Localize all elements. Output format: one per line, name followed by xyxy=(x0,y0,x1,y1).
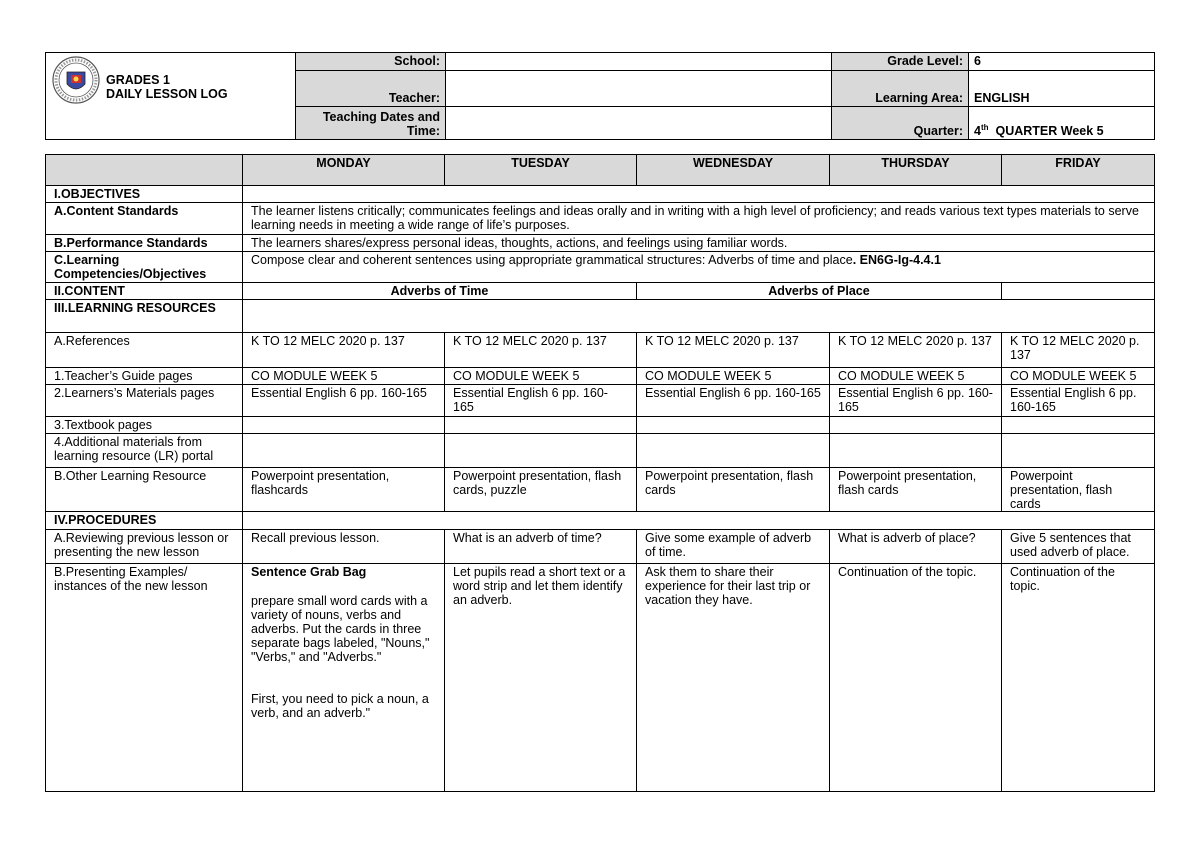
content-friday-blank xyxy=(1002,283,1155,300)
quarter-rest: QUARTER Week 5 xyxy=(995,124,1104,138)
content-standards-row xyxy=(46,203,1155,235)
reviewing-row xyxy=(46,530,1155,564)
other-resources-thursday: Powerpoint presentation, flash cards xyxy=(830,468,1002,512)
presenting-row xyxy=(46,564,1155,792)
competencies-code: . EN6G-Ig-4.4.1 xyxy=(852,253,941,267)
day-wednesday: WEDNESDAY xyxy=(637,155,830,186)
references-row xyxy=(46,333,1155,368)
procedures-row xyxy=(46,512,1155,530)
tg-pages-thursday: CO MODULE WEEK 5 xyxy=(830,368,1002,385)
additional-tuesday xyxy=(445,434,637,468)
procedures-blank xyxy=(243,512,1155,530)
references-thursday: K TO 12 MELC 2020 p. 137 xyxy=(830,333,1002,368)
other-resources-row xyxy=(46,468,1155,512)
textbook-friday xyxy=(1002,417,1155,434)
other-resources-wednesday: Powerpoint presentation, flash cards xyxy=(637,468,830,512)
teaching-dates-value[interactable] xyxy=(446,107,832,140)
additional-friday xyxy=(1002,434,1155,468)
resources-label: III.LEARNING RESOURCES xyxy=(46,300,243,333)
textbook-tuesday xyxy=(445,417,637,434)
textbook-thursday xyxy=(830,417,1002,434)
presenting-thursday: Continuation of the topic. xyxy=(830,564,1002,792)
presenting-friday: Continuation of the topic. xyxy=(1002,564,1155,792)
grade-level-label: Grade Level: xyxy=(832,53,969,71)
corner-cell xyxy=(46,155,243,186)
header-title xyxy=(106,73,228,101)
reviewing-tuesday: What is an adverb of time? xyxy=(445,530,637,564)
presenting-monday xyxy=(243,564,445,792)
other-resources-label: B.Other Learning Resource xyxy=(46,468,243,512)
tg-pages-wednesday: CO MODULE WEEK 5 xyxy=(637,368,830,385)
additional-monday xyxy=(243,434,445,468)
tg-pages-label: 1.Teacher’s Guide pages xyxy=(46,368,243,385)
references-friday: K TO 12 MELC 2020 p. 137 xyxy=(1002,333,1155,368)
teaching-dates-label-line2: Time: xyxy=(406,124,440,138)
competencies-label: C.Learning Competencies/Objectives xyxy=(46,252,243,283)
resources-blank xyxy=(243,300,1155,333)
presenting-tuesday: Let pupils read a short text or a word strip and let them identify an adverb. xyxy=(445,564,637,792)
lm-pages-monday: Essential English 6 pp. 160-165 xyxy=(243,385,445,417)
tg-pages-row xyxy=(46,368,1155,385)
competencies-row xyxy=(46,252,1155,283)
textbook-wednesday xyxy=(637,417,830,434)
reviewing-label: A.Reviewing previous lesson or presenting the new lesson xyxy=(46,530,243,564)
other-resources-monday: Powerpoint presentation, flashcards xyxy=(243,468,445,512)
reviewing-monday: Recall previous lesson. xyxy=(243,530,445,564)
lm-pages-thursday: Essential English 6 pp. 160-165 xyxy=(830,385,1002,417)
content-row xyxy=(46,283,1155,300)
presenting-label: B.Presenting Examples/ instances of the new lesson xyxy=(46,564,243,792)
other-resources-tuesday: Powerpoint presentation, flash cards, puzzle xyxy=(445,468,637,512)
references-label: A.References xyxy=(46,333,243,368)
performance-standards-row xyxy=(46,235,1155,252)
day-monday: MONDAY xyxy=(243,155,445,186)
quarter-value[interactable] xyxy=(969,107,1155,140)
objectives-blank xyxy=(243,186,1155,203)
textbook-label: 3.Textbook pages xyxy=(46,417,243,434)
teaching-dates-label-line1: Teaching Dates and xyxy=(322,110,440,124)
lm-pages-tuesday: Essential English 6 pp. 160-165 xyxy=(445,385,637,417)
tg-pages-monday: CO MODULE WEEK 5 xyxy=(243,368,445,385)
objectives-label: I.OBJECTIVES xyxy=(46,186,243,203)
deped-seal-icon xyxy=(52,56,100,104)
content-adverbs-time: Adverbs of Time xyxy=(243,283,637,300)
lesson-log-table xyxy=(45,154,1155,792)
performance-standards-label: B.Performance Standards xyxy=(46,235,243,252)
lm-pages-friday: Essential English 6 pp. 160-165 xyxy=(1002,385,1155,417)
header-title-line2: DAILY LESSON LOG xyxy=(106,87,228,101)
tg-pages-friday: CO MODULE WEEK 5 xyxy=(1002,368,1155,385)
grade-level-value[interactable]: 6 xyxy=(969,53,1155,71)
lm-pages-wednesday: Essential English 6 pp. 160-165 xyxy=(637,385,830,417)
lm-pages-label: 2.Learners’s Materials pages xyxy=(46,385,243,417)
day-friday: FRIDAY xyxy=(1002,155,1155,186)
reviewing-wednesday: Give some example of adverb of time. xyxy=(637,530,830,564)
content-label: II.CONTENT xyxy=(46,283,243,300)
content-standards-label: A.Content Standards xyxy=(46,203,243,235)
content-adverbs-place: Adverbs of Place xyxy=(637,283,1002,300)
presenting-monday-p1: prepare small word cards with a variety of nouns, verbs and adverbs. Put the cards in three separate bags labeled, "Nouns," "Verbs," and "Adverbs." xyxy=(251,594,430,664)
day-thursday: THURSDAY xyxy=(830,155,1002,186)
content-standards-text: The learner listens critically; communicates feelings and ideas orally and in writing with a high level of proficiency; and reads various text types materials to serve learning needs in meeting a wide range of life’s purposes. xyxy=(243,203,1155,235)
competencies-cell xyxy=(243,252,1155,283)
school-label: School: xyxy=(296,53,446,71)
header-logo-cell xyxy=(46,53,296,140)
textbook-monday xyxy=(243,417,445,434)
tg-pages-tuesday: CO MODULE WEEK 5 xyxy=(445,368,637,385)
day-tuesday: TUESDAY xyxy=(445,155,637,186)
quarter-label: Quarter: xyxy=(832,107,969,140)
textbook-row xyxy=(46,417,1155,434)
lm-pages-row xyxy=(46,385,1155,417)
reviewing-thursday: What is adverb of place? xyxy=(830,530,1002,564)
performance-standards-text: The learners shares/express personal ideas, thoughts, actions, and feelings using familiar words. xyxy=(243,235,1155,252)
presenting-monday-p2: First, you need to pick a noun, a verb, and an adverb." xyxy=(251,692,429,720)
additional-wednesday xyxy=(637,434,830,468)
learning-area-value[interactable]: ENGLISH xyxy=(969,71,1155,107)
learning-area-label: Learning Area: xyxy=(832,71,969,107)
procedures-label: IV.PROCEDURES xyxy=(46,512,243,530)
header-title-line1: GRADES 1 xyxy=(106,73,170,87)
reviewing-friday: Give 5 sentences that used adverb of place. xyxy=(1002,530,1155,564)
teacher-value[interactable] xyxy=(446,71,832,107)
additional-materials-row xyxy=(46,434,1155,468)
presenting-monday-title: Sentence Grab Bag xyxy=(251,565,367,579)
other-resources-friday: Powerpoint presentation, flash cards xyxy=(1002,468,1155,512)
quarter-superscript: th xyxy=(980,122,989,132)
quarter-number: 4 xyxy=(974,124,981,138)
additional-thursday xyxy=(830,434,1002,468)
references-tuesday: K TO 12 MELC 2020 p. 137 xyxy=(445,333,637,368)
teaching-dates-label xyxy=(296,107,446,140)
references-wednesday: K TO 12 MELC 2020 p. 137 xyxy=(637,333,830,368)
references-monday: K TO 12 MELC 2020 p. 137 xyxy=(243,333,445,368)
teacher-label: Teacher: xyxy=(296,71,446,107)
resources-row xyxy=(46,300,1155,333)
header-table xyxy=(45,52,1155,140)
additional-materials-label: 4.Additional materials from learning resource (LR) portal xyxy=(46,434,243,468)
day-header-row xyxy=(46,155,1155,186)
competencies-text: Compose clear and coherent sentences using appropriate grammatical structures: Adverbs of time and place xyxy=(251,253,853,267)
school-value[interactable] xyxy=(446,53,832,71)
objectives-row xyxy=(46,186,1155,203)
presenting-wednesday: Ask them to share their experience for their last trip or vacation they have. xyxy=(637,564,830,792)
